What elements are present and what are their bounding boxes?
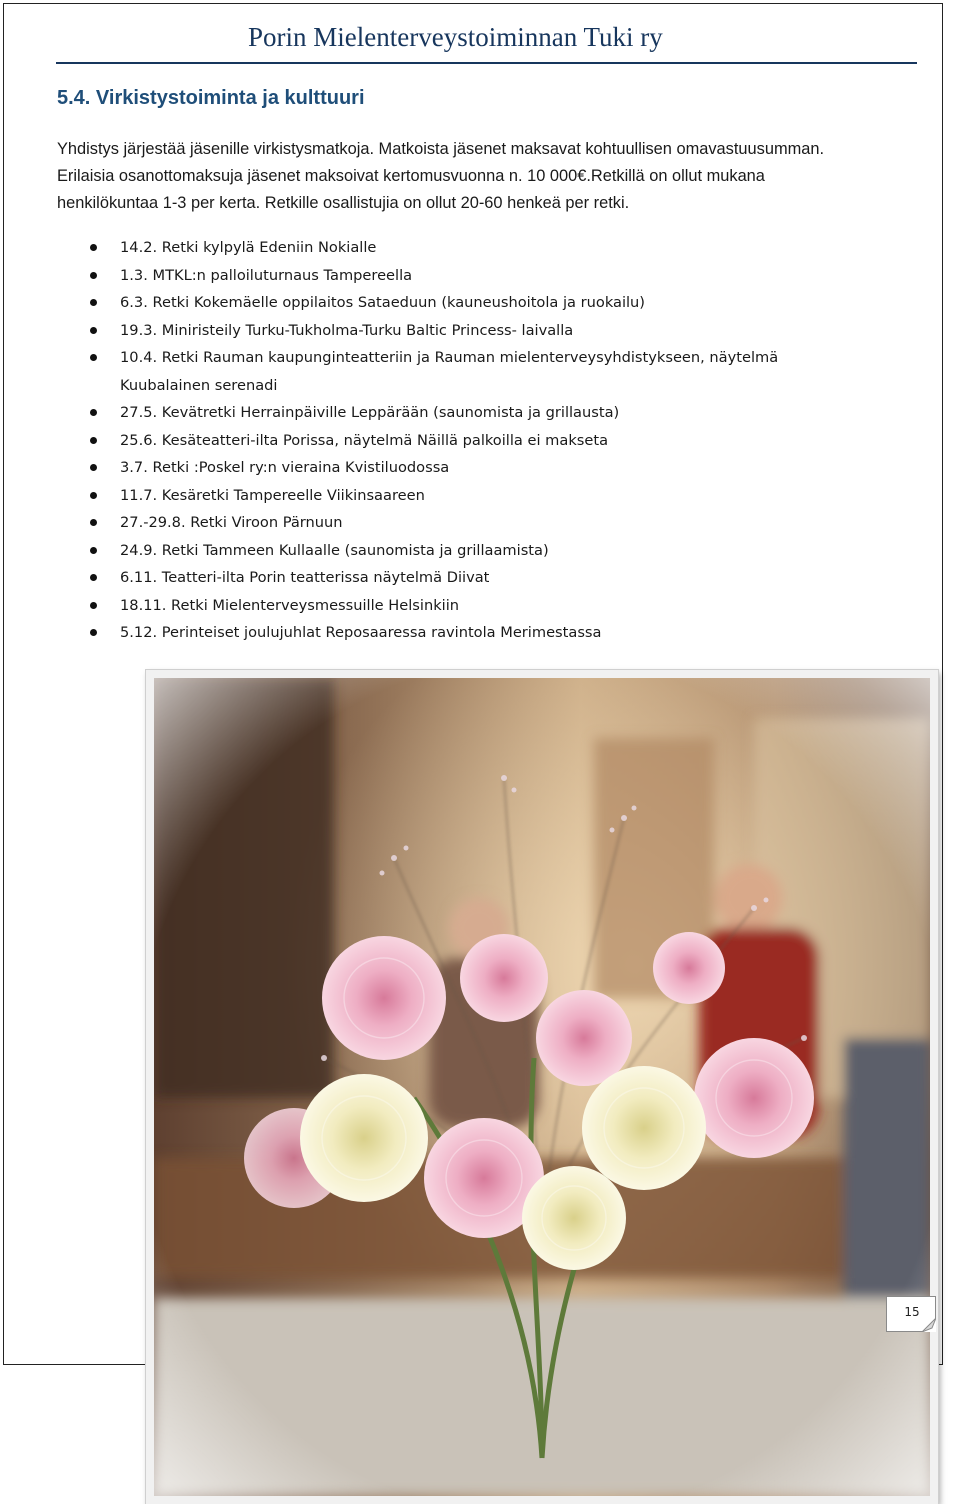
running-header: Porin Mielenterveystoiminnan Tuki ry xyxy=(248,22,663,52)
page-number: 15 xyxy=(904,1305,920,1319)
photo-frame xyxy=(146,670,938,1504)
intro-line: Erilaisia osanottomaksuja jäsenet maksoivat kertomusvuonna n. 10 000€.Retkillä on ollut mukana xyxy=(57,167,765,185)
event-list-item xyxy=(0,564,820,592)
section-heading: 5.4. Virkistystoiminta ja kulttuuri xyxy=(57,87,365,109)
bullet-icon xyxy=(90,409,97,416)
intro-line: henkilökuntaa 1-3 per kerta. Retkille osallistujia on ollut 20-60 henkeä per retki. xyxy=(57,194,630,212)
flower-bouquet-photo xyxy=(154,678,930,1496)
bullet-icon xyxy=(90,519,97,526)
bullet-icon xyxy=(90,354,97,361)
page-curl-icon xyxy=(922,1318,936,1332)
event-list-item xyxy=(0,399,820,427)
event-text: 11.7. Kesäretki Tampereelle Viikinsaareen xyxy=(120,486,425,504)
intro-line: Yhdistys järjestää jäsenille virkistysmatkoja. Matkoista jäsenet maksavat kohtuullisen omavastuusumman. xyxy=(57,140,825,158)
bullet-icon xyxy=(90,574,97,581)
event-text: 18.11. Retki Mielenterveysmessuille Helsinkiin xyxy=(120,596,460,614)
bullet-icon xyxy=(90,629,97,636)
event-text: 3.7. Retki :Poskel ry:n vieraina Kvistiluodossa xyxy=(120,459,450,476)
event-list-item xyxy=(0,317,820,345)
event-text: 10.4. Retki Rauman kaupunginteatteriin ja Rauman mielenterveysyhdistykseen, näytelmä xyxy=(120,349,779,366)
bullet-icon xyxy=(90,327,97,334)
page-number-box xyxy=(886,1296,936,1332)
event-list-item xyxy=(0,427,820,455)
event-text: 5.12. Perinteiset joulujuhlat Reposaaressa ravintola Merimestassa xyxy=(120,624,602,641)
bullet-icon xyxy=(90,547,97,554)
event-list-item xyxy=(0,454,820,482)
event-list-item xyxy=(0,537,820,565)
event-list-item xyxy=(0,619,820,647)
bullet-icon xyxy=(90,464,97,471)
event-list-item xyxy=(0,482,820,510)
event-text: 6.11. Teatteri-ilta Porin teatterissa näytelmä Diivat xyxy=(120,569,490,586)
bullet-icon xyxy=(90,244,97,251)
bullet-icon xyxy=(90,299,97,306)
event-list-item xyxy=(0,262,820,290)
event-list-item xyxy=(0,592,820,620)
event-text: Kuubalainen serenadi xyxy=(120,376,278,394)
bullet-icon xyxy=(90,437,97,444)
header-rule xyxy=(56,62,917,64)
intro-paragraph xyxy=(57,136,917,217)
bullet-icon xyxy=(90,602,97,609)
event-text: 1.3. MTKL:n palloiluturnaus Tampereella xyxy=(120,266,413,284)
event-list-item xyxy=(0,234,820,262)
event-list-item xyxy=(0,344,820,399)
event-list xyxy=(0,234,960,647)
event-text: 14.2. Retki kylpylä Edeniin Nokialle xyxy=(120,239,377,256)
event-text: 25.6. Kesäteatteri-ilta Porissa, näytelmä Näillä palkoilla ei makseta xyxy=(120,431,609,449)
bullet-icon xyxy=(90,272,97,279)
event-text: 27.-29.8. Retki Viroon Pärnuun xyxy=(120,514,343,531)
event-text: 19.3. Miniristeily Turku-Tukholma-Turku Baltic Princess- laivalla xyxy=(120,321,574,339)
event-text: 27.5. Kevätretki Herrainpäiville Leppärään (saunomista ja grillausta) xyxy=(120,404,620,421)
event-list-item xyxy=(0,289,820,317)
event-text: 24.9. Retki Tammeen Kullaalle (saunomista ja grillaamista) xyxy=(120,541,549,559)
event-text: 6.3. Retki Kokemäelle oppilaitos Sataeduun (kauneushoitola ja ruokailu) xyxy=(120,294,646,311)
bullet-icon xyxy=(90,492,97,499)
event-list-item xyxy=(0,509,820,537)
